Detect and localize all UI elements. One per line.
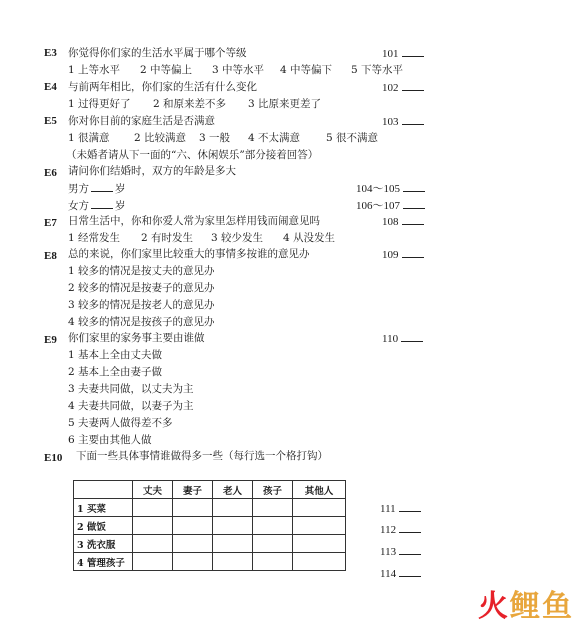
check-cell[interactable] <box>293 517 346 535</box>
age-row-female: 女方 岁 <box>68 200 126 212</box>
check-cell[interactable] <box>293 553 346 571</box>
check-cell[interactable] <box>293 499 346 517</box>
option[interactable]: 5 夫妻两人做得差不多 <box>68 417 173 429</box>
question-id-e6: E6 <box>44 167 57 179</box>
option[interactable]: 1 经常发生 <box>68 232 121 244</box>
check-cell[interactable] <box>293 535 346 553</box>
option[interactable]: 2 有时发生 <box>141 232 194 244</box>
row-label: 1 买菜 <box>74 499 133 517</box>
column-header: 其他人 <box>293 481 346 499</box>
option[interactable]: 4 较多的情况是按孩子的意见办 <box>68 316 215 328</box>
check-cell[interactable] <box>213 517 253 535</box>
question-text-e7: 日常生活中，你和你爱人常为家里怎样用钱而闹意见吗 <box>68 215 320 227</box>
option[interactable]: 3 夫妻共同做，以丈夫为主 <box>68 383 194 395</box>
option[interactable]: 4 从没发生 <box>283 232 336 244</box>
table-row <box>74 535 346 553</box>
question-id-e10: E10 <box>44 452 63 464</box>
check-cell[interactable] <box>173 499 213 517</box>
column-header: 孩子 <box>253 481 293 499</box>
age-blank-male[interactable] <box>91 181 113 192</box>
check-cell[interactable] <box>133 517 173 535</box>
table-row <box>74 499 346 517</box>
check-cell[interactable] <box>213 553 253 571</box>
option[interactable]: 2 和原来差不多 <box>153 98 227 110</box>
question-text-e8: 总的来说，你们家里比较重大的事情多按谁的意见办 <box>68 248 310 260</box>
row-label: 3 洗衣服 <box>74 535 133 553</box>
option[interactable]: 1 过得更好了 <box>68 98 131 110</box>
check-cell[interactable] <box>253 499 293 517</box>
row-label: 4 管理孩子 <box>74 553 133 571</box>
check-cell[interactable] <box>253 553 293 571</box>
answer-code-e10-row2: 112 <box>380 523 421 537</box>
watermark-logo: 火鲤鱼 <box>478 589 574 624</box>
column-header: 老人 <box>213 481 253 499</box>
answer-code-e3: 101 <box>382 47 424 61</box>
table-row <box>74 553 346 571</box>
question-id-e7: E7 <box>44 217 57 229</box>
option[interactable]: 3 一般 <box>199 132 231 144</box>
question-text-e9: 你们家里的家务事主要由谁做 <box>68 332 205 344</box>
check-cell[interactable] <box>133 499 173 517</box>
question-id-e4: E4 <box>44 81 57 93</box>
check-cell[interactable] <box>253 517 293 535</box>
age-row-male: 男方 岁 <box>68 183 126 195</box>
option[interactable]: 4 夫妻共同做，以妻子为主 <box>68 400 194 412</box>
answer-code-e10-row1: 111 <box>380 502 421 516</box>
table-row <box>74 517 346 535</box>
answer-code-e6-male: 104～105 <box>356 182 425 196</box>
question-text-e3: 你觉得你们家的生活水平属于哪个等级 <box>68 47 247 59</box>
check-cell[interactable] <box>213 499 253 517</box>
chore-grid <box>73 480 346 571</box>
question-text-e5: 你对你目前的家庭生活是否满意 <box>68 115 215 127</box>
check-cell[interactable] <box>253 535 293 553</box>
option[interactable]: 6 主要由其他人做 <box>68 434 152 446</box>
option[interactable]: 3 较少发生 <box>211 232 264 244</box>
table-corner-cell <box>74 481 133 499</box>
row-label: 2 做饭 <box>74 517 133 535</box>
question-text-e10: 下面一些具体事情谁做得多一些（每行选一个格打钩） <box>76 450 328 462</box>
age-blank-female[interactable] <box>91 198 113 209</box>
skip-note-e5: （未婚者请从下一面的“六、休闲娱乐”部分接着回答） <box>66 149 319 161</box>
table-header-row <box>74 481 346 499</box>
question-id-e8: E8 <box>44 250 57 262</box>
question-text-e4: 与前两年相比，你们家的生活有什么变化 <box>68 81 257 93</box>
answer-code-e7: 108 <box>382 215 424 229</box>
option[interactable]: 2 中等偏上 <box>140 64 193 76</box>
option[interactable]: 3 中等水平 <box>212 64 265 76</box>
answer-code-e9: 110 <box>382 332 423 346</box>
answer-code-e10-row4: 114 <box>380 567 421 581</box>
answer-code-e10-row3: 113 <box>380 545 421 559</box>
column-header: 丈夫 <box>133 481 173 499</box>
option[interactable]: 1 较多的情况是按丈夫的意见办 <box>68 265 215 277</box>
question-text-e6: 请问你们结婚时，双方的年龄是多大 <box>68 165 236 177</box>
question-id-e5: E5 <box>44 115 57 127</box>
option[interactable]: 3 较多的情况是按老人的意见办 <box>68 299 215 311</box>
option[interactable]: 2 基本上全由妻子做 <box>68 366 163 378</box>
check-cell[interactable] <box>213 535 253 553</box>
answer-code-e8: 109 <box>382 248 424 262</box>
option[interactable]: 2 较多的情况是按妻子的意见办 <box>68 282 215 294</box>
option[interactable]: 5 很不满意 <box>326 132 379 144</box>
option[interactable]: 1 很满意 <box>68 132 110 144</box>
option[interactable]: 5 下等水平 <box>351 64 404 76</box>
check-cell[interactable] <box>173 517 213 535</box>
answer-code-e5: 103 <box>382 115 424 129</box>
column-header: 妻子 <box>173 481 213 499</box>
answer-code-e6-female: 106～107 <box>356 199 425 213</box>
check-cell[interactable] <box>173 553 213 571</box>
question-id-e9: E9 <box>44 334 57 346</box>
option[interactable]: 4 中等偏下 <box>280 64 333 76</box>
option[interactable]: 4 不太满意 <box>248 132 301 144</box>
check-cell[interactable] <box>133 553 173 571</box>
answer-code-e4: 102 <box>382 81 424 95</box>
check-cell[interactable] <box>133 535 173 553</box>
check-cell[interactable] <box>173 535 213 553</box>
option[interactable]: 2 比较满意 <box>134 132 187 144</box>
question-id-e3: E3 <box>44 47 57 59</box>
option[interactable]: 3 比原来更差了 <box>248 98 322 110</box>
option[interactable]: 1 上等水平 <box>68 64 121 76</box>
option[interactable]: 1 基本上全由丈夫做 <box>68 349 163 361</box>
